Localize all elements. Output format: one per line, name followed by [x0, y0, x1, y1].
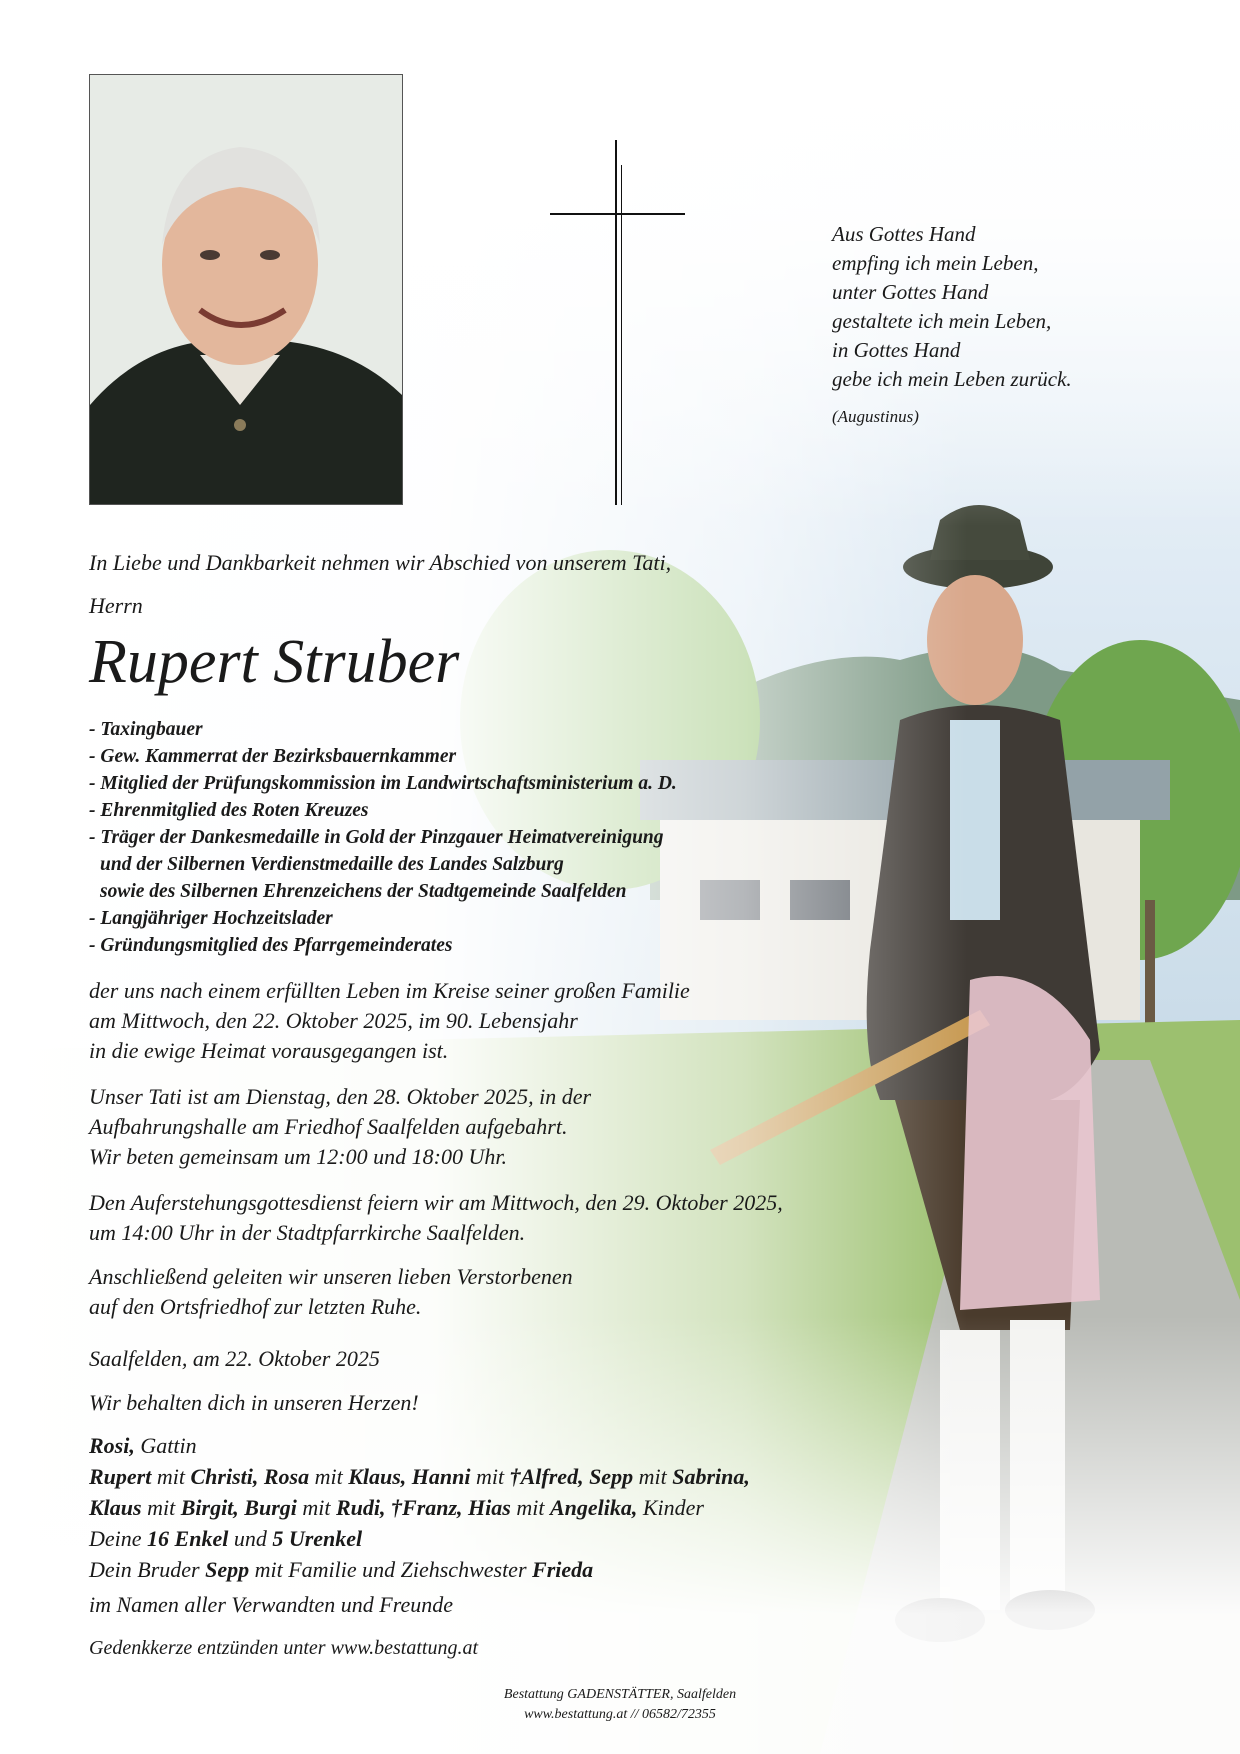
text-fragment: Frieda [532, 1557, 594, 1582]
paragraph-line: Unser Tati ist am Dienstag, den 28. Oktober 2025, in der [89, 1084, 592, 1109]
death-notice-paragraph [89, 976, 690, 1066]
titles-list [89, 716, 677, 959]
quote-line: gebe ich mein Leben zurück. [832, 367, 1072, 391]
text-fragment: Dein Bruder [89, 1557, 206, 1582]
text-fragment: mit [510, 1495, 550, 1520]
title-item: - Gew. Kammerrat der Bezirksbauernkammer [89, 746, 457, 767]
paragraph-line: Den Auferstehungsgottesdienst feiern wir am Mittwoch, den 29. Oktober 2025, [89, 1190, 783, 1215]
footer-company: Bestattung GADENSTÄTTER, Saalfelden [503, 1687, 737, 1702]
paragraph-line: auf den Ortsfriedhof zur letzten Ruhe. [89, 1294, 422, 1319]
paragraph-line: Anschließend geleiten wir unseren lieben Verstorbenen [89, 1264, 573, 1289]
quote-line: in Gottes Hand [832, 338, 961, 362]
text-fragment: Kinder [637, 1495, 704, 1520]
family-list [89, 1430, 750, 1585]
text-fragment: Christi, Rosa [190, 1464, 310, 1489]
text-fragment: Gattin [134, 1433, 197, 1458]
footer-contact[interactable]: www.bestattung.at // 06582/72355 [524, 1707, 716, 1722]
title-item: - Langjähriger Hochzeitslader [89, 908, 333, 929]
relatives-line: im Namen aller Verwandten und Freunde [89, 1592, 453, 1617]
paragraph-line: Aufbahrungshalle am Friedhof Saalfelden aufgebahrt. [89, 1114, 568, 1139]
title-item: - Gründungsmitglied des Pfarrgemeinderates [89, 935, 453, 956]
paragraph-line: in die ewige Heimat vorausgegangen ist. [89, 1038, 449, 1063]
service-paragraph [89, 1188, 783, 1248]
text-fragment: Klaus [89, 1495, 142, 1520]
text-fragment: mit [633, 1464, 673, 1489]
portrait-photo [89, 74, 403, 505]
text-fragment: mit [141, 1495, 181, 1520]
place-date: Saalfelden, am 22. Oktober 2025 [89, 1346, 380, 1371]
text-fragment: mit [151, 1464, 191, 1489]
text-fragment: Rupert [89, 1464, 152, 1489]
title-item: - Taxingbauer [89, 719, 203, 740]
paragraph-line: um 14:00 Uhr in der Stadtpfarrkirche Saalfelden. [89, 1220, 526, 1245]
text-fragment: 16 Enkel [147, 1526, 229, 1551]
quote-line: gestaltete ich mein Leben, [832, 309, 1052, 333]
text-fragment: Angelika, [549, 1495, 638, 1520]
text-fragment: Klaus, Hanni [348, 1464, 471, 1489]
title-item: und der Silbernen Verdienstmedaille des Landes Salzburg [100, 854, 564, 875]
text-fragment: Birgit, Burgi [180, 1495, 297, 1520]
text-fragment: und [228, 1526, 273, 1551]
quote-line: Aus Gottes Hand [832, 222, 976, 246]
title-item: - Mitglied der Prüfungskommission im Landwirtschaftsministerium a. D. [89, 773, 677, 794]
title-item: - Träger der Dankesmedaille in Gold der Pinzgauer Heimatvereinigung [89, 827, 664, 848]
text-fragment: Rudi, †Franz, Hias [336, 1495, 511, 1520]
text-fragment: Rosi, [89, 1433, 135, 1458]
title-item: - Ehrenmitglied des Roten Kreuzes [89, 800, 369, 821]
family-line [89, 1492, 750, 1523]
quote-line: empfing ich mein Leben, [832, 251, 1039, 275]
family-line [89, 1430, 750, 1461]
cross-icon [550, 140, 685, 505]
quote-block [832, 220, 1172, 431]
title-item: sowie des Silbernen Ehrenzeichens der Stadtgemeinde Saalfelden [100, 881, 627, 902]
text-fragment: mit [296, 1495, 336, 1520]
text-fragment: †Alfred, Sepp [509, 1464, 634, 1489]
text-fragment: mit Familie und Ziehschwester [249, 1557, 533, 1582]
burial-paragraph [89, 1262, 573, 1322]
quote-source: (Augustinus) [832, 407, 919, 426]
paragraph-line: am Mittwoch, den 22. Oktober 2025, im 90. Lebensjahr [89, 1008, 578, 1033]
text-fragment: Sepp [205, 1557, 250, 1582]
viewing-paragraph [89, 1082, 591, 1172]
quote-line: unter Gottes Hand [832, 280, 989, 304]
footer [0, 1685, 1240, 1725]
text-fragment: 5 Urenkel [272, 1526, 363, 1551]
family-line [89, 1461, 750, 1492]
salutation: Herrn [89, 593, 143, 618]
hearts-line: Wir behalten dich in unseren Herzen! [89, 1390, 419, 1415]
text-fragment: mit [470, 1464, 510, 1489]
paragraph-line: Wir beten gemeinsam um 12:00 und 18:00 Uhr. [89, 1144, 507, 1169]
text-fragment: mit [309, 1464, 349, 1489]
text-fragment: Deine [89, 1526, 148, 1551]
text-fragment: Sabrina, [672, 1464, 750, 1489]
family-line [89, 1523, 750, 1554]
deceased-name: Rupert Struber [89, 628, 460, 696]
candle-link-text[interactable]: Gedenkkerze entzünden unter www.bestattung.at [89, 1637, 479, 1659]
family-line [89, 1554, 750, 1585]
paragraph-line: der uns nach einem erfüllten Leben im Kreise seiner großen Familie [89, 978, 690, 1003]
intro-text: In Liebe und Dankbarkeit nehmen wir Abschied von unserem Tati, [89, 550, 672, 575]
